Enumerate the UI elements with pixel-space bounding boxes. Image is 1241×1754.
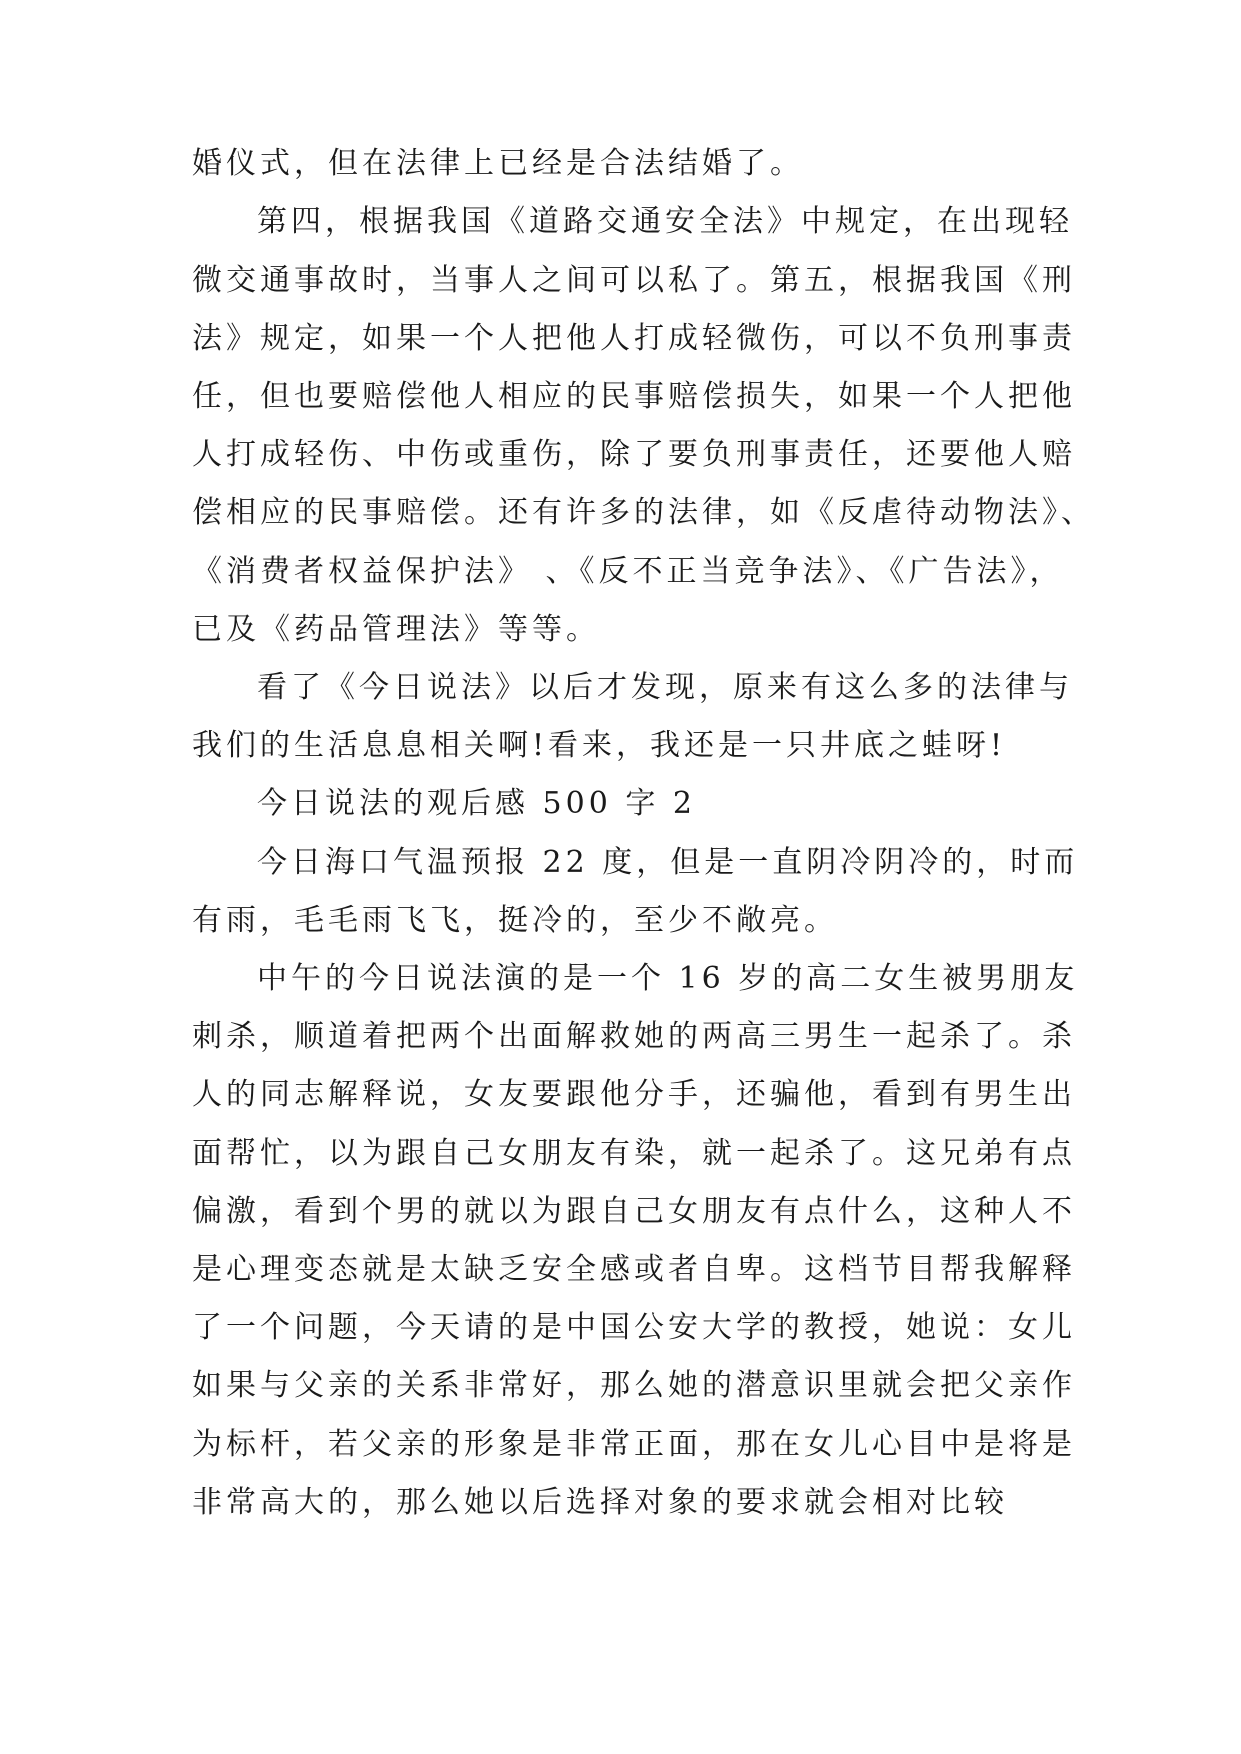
paragraph-line: 人的同志解释说，女友要跟他分手，还骗他，看到有男生出: [192, 1077, 1076, 1112]
paragraph-line: 任，但也要赔偿他人相应的民事赔偿损失，如果一个人把他: [192, 379, 1076, 414]
paragraph-line: 我们的生活息息相关啊!看来，我还是一只井底之蛙呀!: [192, 728, 1007, 763]
paragraph-line: 偏激，看到个男的就以为跟自己女朋友有点什么，这种人不: [192, 1194, 1076, 1229]
paragraph-line: 已及《药品管理法》等等。: [192, 612, 600, 647]
paragraph-line: 法》规定，如果一个人把他人打成轻微伤，可以不负刑事责: [192, 321, 1076, 356]
paragraph-line: 了一个问题，今天请的是中国公安大学的教授，她说：女儿: [192, 1310, 1076, 1345]
paragraph-line: 是心理变态就是太缺乏安全感或者自卑。这档节目帮我解释: [192, 1252, 1076, 1287]
paragraph-line: 面帮忙，以为跟自己女朋友有染，就一起杀了。这兄弟有点: [192, 1136, 1076, 1171]
paragraph-line: 《消费者权益保护法》 、《反不正当竞争法》、《广告法》，: [192, 554, 1064, 589]
paragraph-line: 看了《今日说法》以后才发现，原来有这么多的法律与: [257, 670, 1073, 705]
paragraph-line: 今日海口气温预报 22 度，但是一直阴冷阴冷的，时而: [257, 845, 1079, 880]
paragraph-line: 如果与父亲的关系非常好，那么她的潜意识里就会把父亲作: [192, 1368, 1076, 1403]
paragraph-line: 婚仪式，但在法律上已经是合法结婚了。: [192, 146, 804, 181]
section-heading: 今日说法的观后感 500 字 2: [257, 786, 696, 821]
paragraph-line: 微交通事故时，当事人之间可以私了。第五，根据我国《刑: [192, 263, 1076, 298]
paragraph-line: 有雨，毛毛雨飞飞，挺冷的，至少不敞亮。: [192, 903, 838, 938]
paragraph-line: 非常高大的，那么她以后选择对象的要求就会相对比较: [192, 1485, 1008, 1520]
paragraph-line: 人打成轻伤、中伤或重伤，除了要负刑事责任，还要他人赔: [192, 437, 1076, 472]
paragraph-line: 第四，根据我国《道路交通安全法》中规定，在出现轻: [257, 204, 1073, 239]
paragraph-line: 为标杆，若父亲的形象是非常正面，那在女儿心目中是将是: [192, 1427, 1076, 1462]
paragraph-line: 刺杀，顺道着把两个出面解救她的两高三男生一起杀了。杀: [192, 1019, 1076, 1054]
paragraph-line: 中午的今日说法演的是一个 16 岁的高二女生被男朋友: [257, 961, 1079, 996]
paragraph-line: 偿相应的民事赔偿。还有许多的法律，如《反虐待动物法》、: [192, 495, 1095, 530]
